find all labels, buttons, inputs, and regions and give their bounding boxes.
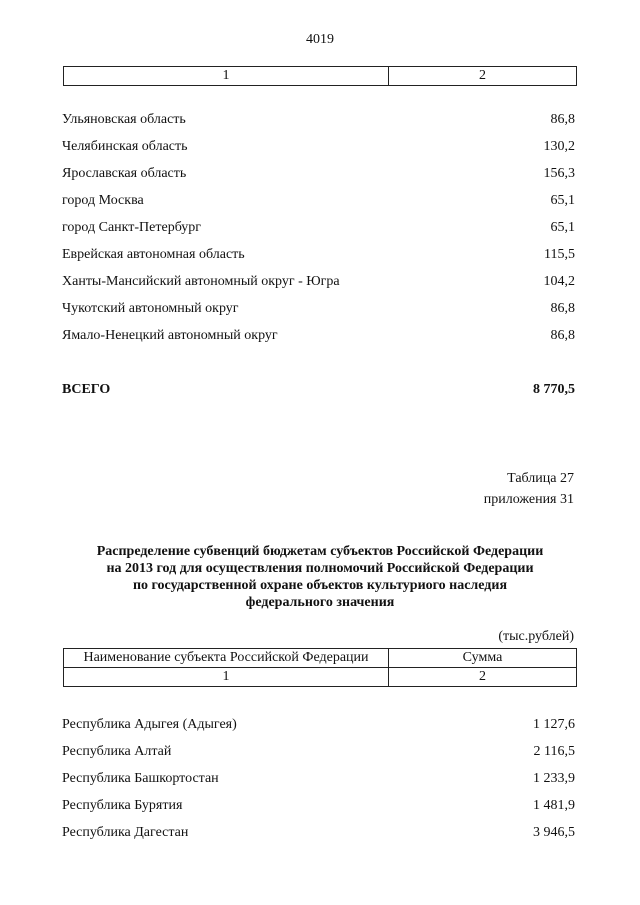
region-name: Ханты-Мансийский автономный округ - Югра [62,274,340,289]
region-value: 65,1 [550,193,575,208]
region-value: 1 127,6 [533,717,575,732]
region-name: Республика Башкортостан [62,771,219,786]
region-value: 156,3 [543,166,575,181]
region-value: 86,8 [550,301,575,316]
region-value: 1 233,9 [533,771,575,786]
second-table-header [63,648,577,687]
title-line: Распределение субвенций бюджетам субъектов Российской Федерации [96,544,544,559]
region-name: город Москва [62,193,144,208]
region-value: 3 946,5 [533,825,575,840]
table-row [62,823,575,843]
column-number-1: 1 [64,668,389,687]
region-name: Чукотский автономный округ [62,301,239,316]
region-value: 1 481,9 [533,798,575,813]
table-row [62,742,575,762]
appendix-reference: приложения 31 [483,492,574,507]
column-number-1: 1 [64,67,389,86]
table-row [62,164,575,184]
region-value: 130,2 [543,139,575,154]
title-line: на 2013 год для осуществления полномочий Российской Федерации [106,561,534,576]
table-row [62,272,575,292]
region-name: Ульяновская область [62,112,186,127]
table-number: Таблица 27 [507,471,574,486]
table-row [62,191,575,211]
table-row [62,715,575,735]
table-caption [484,468,574,510]
region-value: 65,1 [550,220,575,235]
total-row [62,380,575,400]
region-value: 104,2 [543,274,575,289]
table-row [62,137,575,157]
table-row [62,769,575,789]
region-name: Ярославская область [62,166,187,181]
name-column-header: Наименование субъекта Российской Федерации [64,649,389,668]
table-row [62,110,575,130]
table-row [62,299,575,319]
top-table-header [63,66,577,86]
region-name: город Санкт-Петербург [62,220,202,235]
sum-column-header: Сумма [389,649,577,668]
section-title [40,543,600,611]
region-value: 86,8 [550,328,575,343]
page-number: 4019 [306,32,334,47]
table-row [62,218,575,238]
table-row [62,796,575,816]
title-line: по государственной охране объектов культуриого наследия [132,578,508,593]
region-name: Республика Дагестан [62,825,189,840]
units-label: (тыс.рублей) [498,629,574,644]
region-name: Ямало-Ненецкий автономный округ [62,328,278,343]
title-line: федерального значения [245,595,395,610]
region-name: Республика Адыгея (Адыгея) [62,717,237,732]
total-value: 8 770,5 [533,382,575,397]
region-name: Республика Бурятия [62,798,183,813]
region-name: Республика Алтай [62,744,172,759]
table-row [62,245,575,265]
region-value: 115,5 [544,247,575,262]
region-name: Еврейская автономная область [62,247,245,262]
column-number-2: 2 [389,668,577,687]
region-value: 2 116,5 [533,744,575,759]
column-number-2: 2 [389,67,577,86]
total-label: ВСЕГО [62,382,111,397]
region-name: Челябинская область [62,139,188,154]
table-row [62,326,575,346]
region-value: 86,8 [550,112,575,127]
